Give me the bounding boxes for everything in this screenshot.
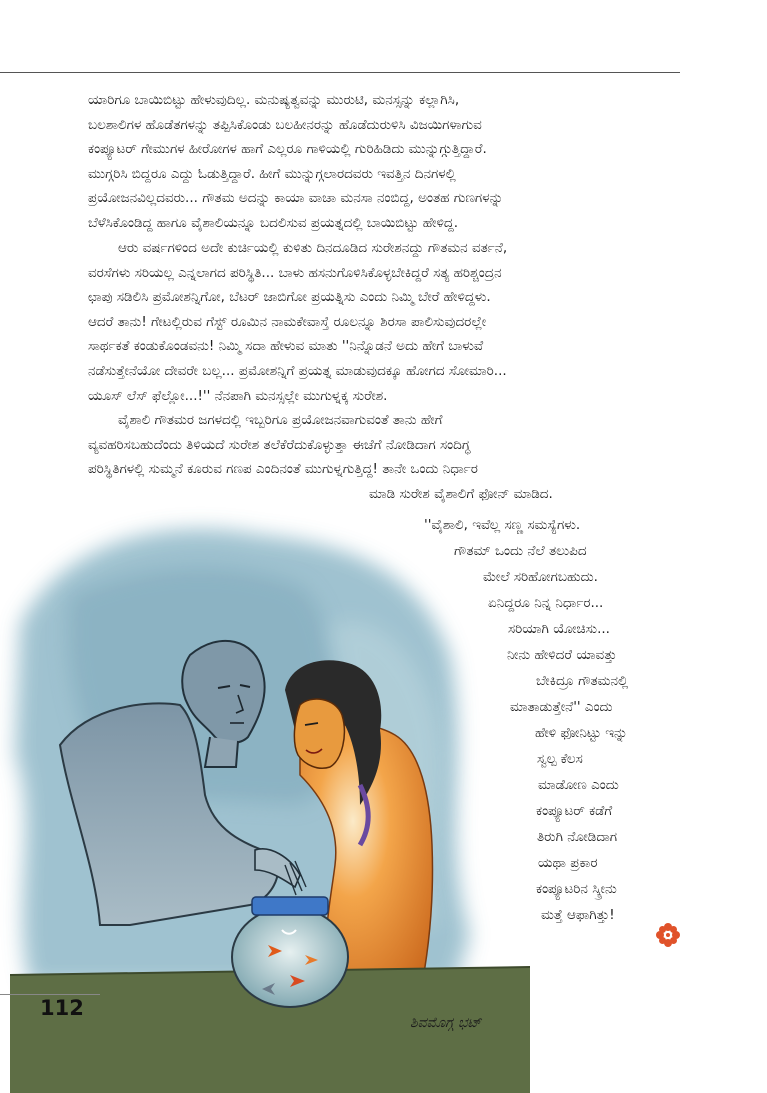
flow-line: ಕಂಪ್ಯೂಟರ್ ಕಡೆಗೆ — [536, 803, 613, 819]
paragraph-3 — [88, 408, 676, 506]
text-line: ವರಸೆಗಳು ಸರಿಯಲ್ಲ ಎನ್ನಲಾಗದ ಪರಿಸ್ಥಿತಿ... ಬಾಳು ಹಸನುಗೊಳಿಸಿಕೊಳ್ಳಬೇಕಿದ್ದರೆ ಸತ್ಯ ಹರಿಶ್ಚಂದ್ರನ — [88, 264, 502, 281]
paragraph-2 — [88, 236, 676, 408]
flow-line: ಸ್ವಲ್ಪ ಕೆಲಸ — [537, 751, 583, 767]
text-line: ವ್ಯವಹರಿಸಬಹುದೆಂದು ತಿಳಿಯದೆ ಸುರೇಶ ತಲೆಕೆರೆದುಕೊಳ್ಳುತ್ತಾ ಈಚೆಗೆ ನೋಡಿದಾಗ ಸಂದಿಗ್ಧ — [88, 436, 471, 453]
text-line: ಬೆಳೆಸಿಕೊಂಡಿದ್ದ ಹಾಗೂ ವೈಶಾಲಿಯನ್ನೂ ಬದಲಿಸುವ ಪ್ರಯತ್ನದಲ್ಲಿ ಬಾಯಿಬಿಟ್ಟು ಹೇಳಿದ್ದ. — [88, 214, 459, 231]
flow-line: ಮಾಡೋಣ ಎಂದು — [538, 777, 619, 793]
flow-line: ಗೌತಮ್ ಒಂದು ನೆಲೆ ತಲುಪಿದ — [454, 543, 587, 559]
flow-line: ಮತ್ತೆ ಆಫಾಗಿತ್ತು! — [541, 907, 615, 923]
flow-line: ಮಾತಾಡುತ್ತೇನೆ'' ಎಂದು — [510, 699, 613, 715]
text-line: ಬಲಶಾಲಿಗಳ ಹೊಡೆತಗಳನ್ನು ತಪ್ಪಿಸಿಕೊಂಡು ಬಲಹೀನರನ್ನು ಹೊಡೆದುರುಳಿಸಿ ವಿಜಯಿಗಳಾಗುವ — [88, 116, 482, 133]
top-rule — [0, 72, 680, 73]
page-number: 112 — [40, 996, 84, 1020]
flow-line: ನೀನು ಹೇಳಿದರೆ ಯಾವತ್ತು — [507, 647, 617, 663]
text-line: ಮುಗ್ಗರಿಸಿ ಬಿದ್ದರೂ ಎದ್ದು ಓಡುತ್ತಿದ್ದಾರೆ. ಹೀಗೆ ಮುನ್ನುಗ್ಗಲಾರದವರು ಇವತ್ತಿನ ದಿನಗಳಲ್ಲಿ — [88, 165, 456, 182]
paragraph-1 — [88, 88, 676, 236]
flow-line: ಹೇಳಿ ಫೋನಿಟ್ಟು ಇನ್ನು — [535, 725, 628, 741]
text-line: ಮಾಡಿ ಸುರೇಶ ವೈಶಾಲಿಗೆ ಫೋನ್ ಮಾಡಿದ. — [369, 485, 553, 502]
text-line: ಯೂಸ್ ಲೆಸ್ ಫೆಲ್ಲೋ...!'' ನೆನಪಾಗಿ ಮನಸ್ಸಲ್ಲೇ ಮುಗುಳ್ನಕ್ಕ ಸುರೇಶ. — [88, 387, 388, 404]
text-line: ಆದರೆ ತಾನು! ಗೇಟಲ್ಲಿರುವ ಗೆಸ್ಟ್ ರೂಮಿನ ನಾಮಕೇವಾಸ್ತೆ ರೂಲನ್ನೂ ಶಿರಸಾ ಪಾಲಿಸುವುದರಲ್ಲೇ — [88, 313, 487, 330]
flow-line: ಯಥಾ ಪ್ರಕಾರ — [538, 855, 598, 871]
text-line: ಪ್ರಯೋಜನವಿಲ್ಲದವರು... ಗೌತಮ ಅದನ್ನು ಕಾಯಾ ವಾಚಾ ಮನಸಾ ನಂಬಿದ್ದ, ಅಂತಹ ಗುಣಗಳನ್ನು — [88, 190, 504, 207]
text-line: ವೈಶಾಲಿ ಗೌತಮರ ಜಗಳದಲ್ಲಿ ಇಬ್ಬರಿಗೂ ಪ್ರಯೋಜನವಾಗುವಂತೆ ತಾನು ಹೇಗೆ — [118, 412, 443, 428]
text-line: ಪರಿಸ್ಥಿತಿಗಳಲ್ಲಿ ಸುಮ್ಮನೆ ಕೂರುವ ಗಣಪ ಎಂದಿನಂತೆ ಮುಗುಳ್ನಗುತ್ತಿದ್ದ! ತಾನೇ ಒಂದು ನಿರ್ಧಾರ — [88, 461, 478, 478]
text-line: ಕಂಪ್ಯೂಟರ್ ಗೇಮುಗಳ ಹೀರೋಗಳ ಹಾಗೆ ಎಲ್ಲರೂ ಗಾಳಿಯಲ್ಲಿ ಗುರಿಹಿಡಿದು ಮುನ್ನುಗ್ಗುತ್ತಿದ್ದಾರೆ. — [88, 141, 487, 158]
artist-signature: ಶಿವಮೊಗ್ಗ ಭಟ್ — [410, 1015, 482, 1031]
text-line: ಛಾಪು ಸಡಿಲಿಸಿ ಪ್ರಮೋಶನ್ನಿಗೋ, ಬೆಟರ್ ಜಾಬಿಗೋ ಪ್ರಯತ್ನಿಸು ಎಂದು ನಿಮ್ಮಿ ಬೇರೆ ಹೇಳಿದ್ದಳು. — [88, 289, 491, 306]
text-line: ಸಾರ್ಥಕತೆ ಕಂಡುಕೊಂಡವನು! ನಿಮ್ಮಿ ಸದಾ ಹೇಳುವ ಮಾತು ''ನಿನ್ನೊಡನೆ ಅದು ಹೇಗೆ ಬಾಳುವೆ — [88, 338, 484, 355]
flow-line: ''ವೈಶಾಲಿ, ಇವೆಲ್ಲ ಸಣ್ಣ ಸಮಸ್ಯೆಗಳು. — [424, 517, 581, 533]
flow-line: ಸರಿಯಾಗಿ ಯೋಚಿಸು... — [508, 621, 610, 637]
text-line: ಯಾರಿಗೂ ಬಾಯಿಬಿಟ್ಟು ಹೇಳುವುದಿಲ್ಲ. ಮನುಷ್ಯತ್ವವನ್ನು ಮುರುಟಿ, ಮನಸ್ಸನ್ನು ಕಲ್ಲಾಗಿಸಿ, — [88, 92, 460, 108]
flow-line: ಬೇಕಿದ್ರೂ ಗೌತಮನಲ್ಲಿ — [536, 673, 629, 689]
flower-ornament-icon — [655, 922, 681, 948]
flow-line: ತಿರುಗಿ ನೋಡಿದಾಗ — [537, 829, 618, 845]
page-number-rule — [0, 994, 100, 995]
text-line: ನಡೆಸುತ್ತೇನೆಯೋ ದೇವರೇ ಬಲ್ಲ... ಪ್ರಮೋಶನ್ನಿಗೆ ಪ್ರಯತ್ನ ಮಾಡುವುದಕ್ಕೂ ಹೋಗದ ಸೋಮಾರಿ... — [88, 362, 507, 379]
flow-line: ಏನಿದ್ದರೂ ನಿನ್ನ ನಿರ್ಧಾರ... — [488, 595, 604, 611]
text-line: ಆರು ವರ್ಷಗಳಿಂದ ಅದೇ ಕುರ್ಚಿಯಲ್ಲಿ ಕುಳಿತು ದಿನದೂಡಿದ ಸುರೇಶನದ್ದು ಗೌತಮನ ವರ್ತನೆ, — [118, 240, 508, 256]
flow-line: ಕಂಪ್ಯೂಟರಿನ ಸ್ಕ್ರೀನು — [536, 881, 617, 897]
flow-line: ಮೇಲೆ ಸರಿಹೋಗಬಹುದು. — [483, 569, 598, 585]
